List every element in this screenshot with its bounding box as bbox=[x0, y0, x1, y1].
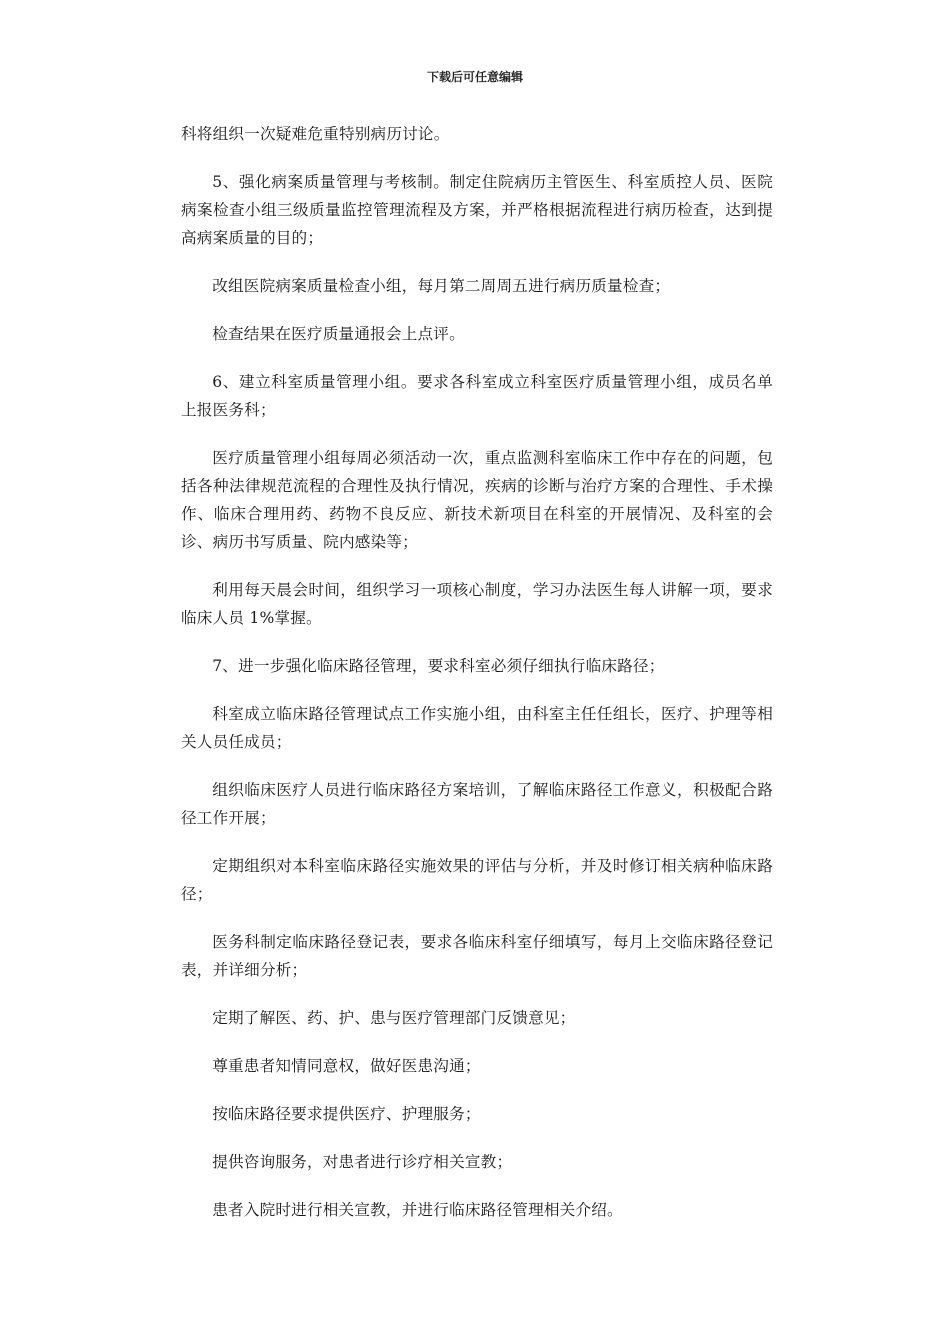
paragraph-8: 7、进一步强化临床路径管理，要求科室必须仔细执行临床路径； bbox=[212, 657, 665, 675]
paragraph-10: 组织临床医疗人员进行临床路径方案培训，了解临床路径工作意义，积极配合路径工作开展； bbox=[181, 781, 773, 827]
paragraph-12: 医务科制定临床路径登记表，要求各临床科室仔细填写，每月上交临床路径登记表，并详细分析； bbox=[181, 933, 773, 979]
paragraph-2: 5、强化病案质量管理与考核制。制定住院病历主管医生、科室质控人员、医院病案检查小组三级质量监控管理流程及方案，并严格根据流程进行病历检查，达到提高病案质量的目的； bbox=[181, 173, 773, 247]
paragraph-7: 利用每天晨会时间，组织学习一项核心制度，学习办法医生每人讲解一项，要求临床人员 1%掌握。 bbox=[181, 581, 773, 627]
paragraph-9: 科室成立临床路径管理试点工作实施小组，由科室主任任组长，医疗、护理等相关人员任成员； bbox=[181, 705, 773, 751]
paragraph-17: 患者入院时进行相关宣教，并进行临床路径管理相关介绍。 bbox=[212, 1201, 623, 1219]
paragraph-4: 检查结果在医疗质量通报会上点评。 bbox=[212, 325, 465, 343]
paragraph-13: 定期了解医、药、护、患与医疗管理部门反馈意见； bbox=[212, 1009, 576, 1027]
document-body bbox=[181, 120, 773, 1244]
paragraph-5: 6、建立科室质量管理小组。要求各科室成立科室医疗质量管理小组，成员名单上报医务科； bbox=[181, 373, 773, 419]
paragraph-6: 医疗质量管理小组每周必须活动一次，重点监测科室临床工作中存在的问题，包括各种法律规范流程的合理性及执行情况，疾病的诊断与治疗方案的合理性、手术操作、临床合理用药、药物不良反应、新技术新项目在科室的开展情况、及科室的会诊、病历书写质量、院内感染等； bbox=[181, 449, 773, 551]
paragraph-14: 尊重患者知情同意权，做好医患沟通； bbox=[212, 1057, 481, 1075]
paragraph-15: 按临床路径要求提供医疗、护理服务； bbox=[212, 1105, 481, 1123]
paragraph-3: 改组医院病案质量检查小组，每月第二周周五进行病历质量检查； bbox=[212, 277, 671, 295]
page-header: 下载后可任意编辑 bbox=[426, 70, 523, 84]
paragraph-1: 科将组织一次疑难危重特别病历讨论。 bbox=[181, 125, 450, 143]
paragraph-11: 定期组织对本科室临床路径实施效果的评估与分析，并及时修订相关病种临床路径； bbox=[181, 857, 773, 903]
paragraph-16: 提供咨询服务，对患者进行诊疗相关宣教； bbox=[212, 1153, 513, 1171]
